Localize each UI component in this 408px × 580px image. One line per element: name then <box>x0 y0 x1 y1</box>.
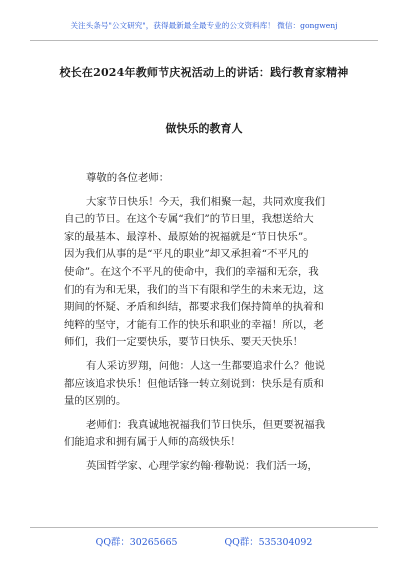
paragraph-2 <box>64 358 356 411</box>
paragraph-4 <box>64 458 356 476</box>
footer-qq-group-1: QQ群：30265665 <box>95 537 178 548</box>
document-subtitle: 做快乐的教育人 <box>165 122 243 135</box>
paragraph-1 <box>64 194 356 352</box>
paragraph-line: 们的有为和无果，我们的当下有限和学生的未来无边，这 <box>64 283 324 296</box>
paragraph-line: 都应该追求快乐！但他话锋一转立刻说到：快乐是有质和 <box>64 377 324 390</box>
paragraph-3 <box>64 417 356 452</box>
paragraph-line: 师们，我们一定要快乐，要节日快乐、要天天快乐！ <box>64 336 303 349</box>
paragraph-line: 们能追求和拥有属于人师的高级快乐！ <box>64 436 241 449</box>
paragraph-line: 家的最基本、最淳朴、最原始的祝福就是“节日快乐”。 <box>64 230 314 243</box>
paragraph-line: 英国哲学家、心理学家约翰·穆勒说：我们活一场， <box>86 459 318 472</box>
greeting-text: 尊敬的各位老师： <box>86 172 170 184</box>
footer-qq-group-2: QQ群：535304092 <box>224 537 313 548</box>
document-body <box>64 170 356 476</box>
paragraph-line: 自己的节日。在这个专属“我们”的节日里，我想送给大 <box>64 213 314 226</box>
paragraph-line: 量的区别的。 <box>64 395 127 408</box>
paragraph-line: 期间的怀疑、矛盾和纠结，都要求我们保持简单的执着和 <box>64 301 324 314</box>
paragraph-line: 老师们：我真诚地祝福我们节日快乐，但更要祝福我 <box>86 418 325 431</box>
header-notice: 关注头条号"公文研究"，获得最新最全最专业的公文资料库！ 微信：gongwenj <box>70 21 338 30</box>
document-title: 校长在2024年教师节庆祝活动上的讲话：践行教育家精神 <box>59 66 349 79</box>
paragraph-line: 大家节日快乐！今天，我们相聚一起，共同欢度我们 <box>86 195 325 208</box>
paragraph-line: 因为我们从事的是“平凡的职业”却又承担着“不平凡的 <box>64 248 309 261</box>
paragraph-line: 使命”。在这个不平凡的使命中，我们的幸福和无奈，我 <box>64 265 319 278</box>
footer <box>0 534 408 548</box>
header-divider <box>30 40 378 41</box>
paragraph-line: 纯粹的坚守，才能有工作的快乐和职业的幸福！所以，老 <box>64 318 324 331</box>
paragraph-line: 有人采访罗翔，问他：人这一生都要追求什么？他说 <box>86 359 325 372</box>
footer-divider <box>30 527 378 528</box>
greeting <box>64 170 356 188</box>
